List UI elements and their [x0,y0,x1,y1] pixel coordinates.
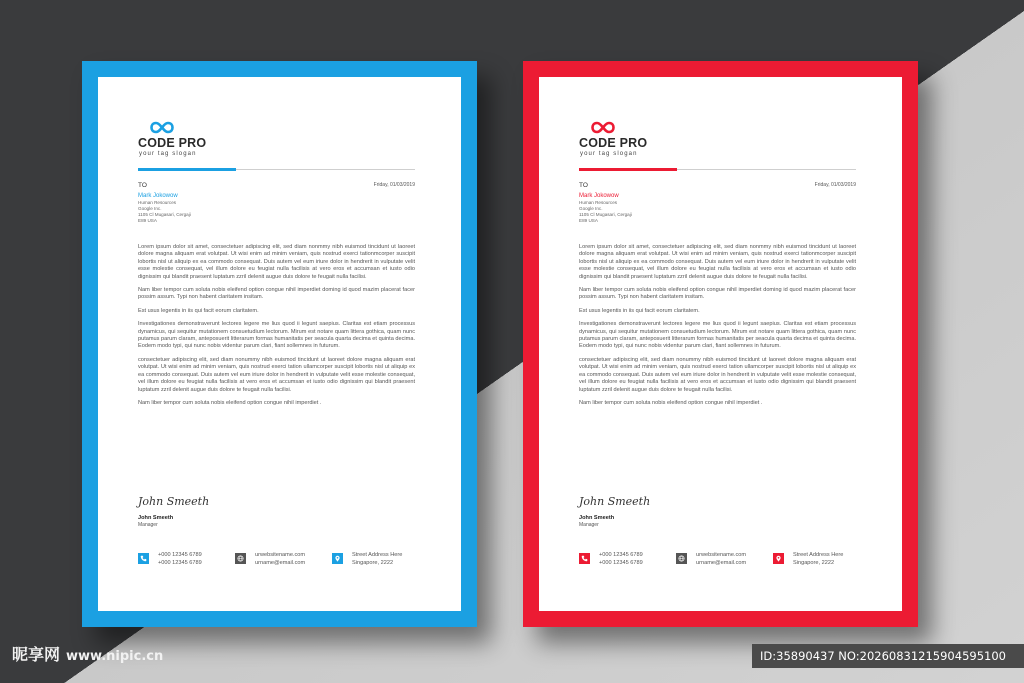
body-paragraph: Nam liber tempor cum soluta nobis eleifend option congue nihil imperdiet . [579,399,763,406]
brand-name: CODE PRO [138,136,207,150]
address-line: 1105 Cl Mugasari, Cergaji [579,212,632,217]
city-postal: Singapore, 2222 [352,559,394,566]
email: urname@email.com [696,559,747,566]
phone-number: +000 12345 6789 [158,552,202,558]
location-pin-icon [332,553,343,564]
recipient-name: Mark Jokowow [579,193,619,199]
letter-date: Friday, 01/03/2019 [814,182,856,188]
contact-web [676,552,746,567]
location-pin-icon [773,553,784,564]
body-paragraph: consectetuer adipiscing elit, sed diam nonummy nibh euismod tincidunt ut laoreet dolore magna aliquam erat volutpat. Ut wisi enim ad minim veniam, quis nostrud exerci tation ullamcorper suscipit lobortis nisl ut aliquip ex ea commodo consequat. Duis autem vel eum iriure dolor in hendrerit in vulputate velit esse molestie consequat, vel illum dolore eu feugiat nulla facilisis at vero eros et accumsan et iusto odio dignissim qui blandit praesent luptatum zzril delenit augue duis dolore te feugait nulla facilisi. [579,356,856,393]
address-line: E89 USA [138,218,157,223]
address-line: 1105 Cl Mugasari, Cergaji [138,212,191,217]
contact-phone [579,552,643,567]
recipient-name: Mark Jokowow [138,193,178,199]
to-label: TO [138,182,147,189]
letterhead-blue [82,61,477,627]
header-accent-bar [579,168,677,171]
phone-number: +000 12345 6789 [158,559,202,566]
body-paragraph: Nam liber tempor cum soluta nobis eleifend option congue nihil imperdiet doming id quod mazim placerat facer possim assum. Typi non habent claritatem insitam. [138,287,415,301]
address-line: Google Inc. [138,206,162,211]
body-paragraph: Nam liber tempor cum soluta nobis eleifend option congue nihil imperdiet doming id quod mazim placerat facer possim assum. Typi non habent claritatem insitam. [579,287,856,301]
body-paragraph: Investigationes demonstraverunt lectores legere me lius quod ii legunt saepius. Claritas est etiam processus dynamicus, qui sequitur mutationem consuetudium lectorum. Mirum est notare quam littera gothica, quam nunc putamus parum claram, anteposuerit litterarum formas humanitatis per seacula quarta decima et quinta decima. Eodem modo typi, qui nunc nobis videntur parum clari, fiant sollemnes in futurum. [138,321,415,350]
image-id-bar: ID:35890437 NO:20260831215904595100 [752,644,1024,668]
city-postal: Singapore, 2222 [793,559,835,566]
logo [579,121,647,158]
recipient-block [579,192,632,224]
address-line: Human Resources [138,200,177,205]
website: urwebsitename.com [255,552,306,558]
watermark-site: www.nipic.cn [66,649,164,664]
contact-web [235,552,305,567]
body-paragraph: Est usus legentis in iis qui facit eorum claritatem. [138,307,259,314]
signature: John Smeeth [138,495,210,508]
body-paragraph: Est usus legentis in iis qui facit eorum claritatem. [579,307,700,314]
letter-sheet [539,77,902,611]
address-line: E89 USA [579,218,598,223]
letterhead-red [523,61,918,627]
contact-phone [138,552,202,567]
body-paragraph: Lorem ipsum dolor sit amet, consectetuer adipiscing elit, sed diam nonmmy nibh euismod tincidunt ut laoreet dolore magna aliquam erat volutpat. Ut wisi enim ad minim veniam, quis nostrud exerci tationmcorper suscipit lobortis nisl ut aliquip ex ea commodo consequat. Duis autem vel eum iriure dolor in hendrerit in vulputate velit esse molestie consequat, vel illum dolore eu feugiat nulla facilisis at vero eros et accumsan et iusto odio dignissim qui blandit praesent luptatum zzril delenit augue duis dolore te feugait nulla facilisi. [579,244,856,280]
body-paragraph: consectetuer adipiscing elit, sed diam nonummy nibh euismod tincidunt ut laoreet dolore magna aliquam erat volutpat. Ut wisi enim ad minim veniam, quis nostrud exerci tation ullamcorper suscipit lobortis nisl ut aliquip ex ea commodo consequat. Duis autem vel eum iriure dolor in hendrerit in vulputate velit esse molestie consequat, vel illum dolore eu feugiat nulla facilisis at vero eros et accumsan et iusto odio dignissim qui blandit praesent luptatum zzril delenit augue duis dolore te feugait nulla facilisi. [138,356,415,393]
body-paragraph: Investigationes demonstraverunt lectores legere me lius quod ii legunt saepius. Claritas est etiam processus dynamicus, qui sequitur mutationem consuetudium lectorum. Mirum est notare quam littera gothica, quam nunc putamus parum claram, anteposuerit litterarum formas humanitatis per seacula quarta decima et quinta decima. Eodem modo typi, qui nunc nobis videntur parum clari, fiant sollemnes in futurum. [579,321,856,350]
letter-sheet [98,77,461,611]
signer-role: Manager [579,522,599,528]
letter-date: Friday, 01/03/2019 [373,182,415,188]
logo [138,121,206,158]
phone-number: +000 12345 6789 [599,552,643,558]
address-line: Google Inc. [579,206,603,211]
brand-name: CODE PRO [579,136,648,150]
signer-name: John Smeeth [579,515,615,521]
header-accent-bar [138,168,236,171]
letter-body [138,244,415,413]
watermark-logo [12,642,163,665]
letter-body [579,244,856,413]
signer-role: Manager [138,522,158,528]
contact-address [773,552,843,567]
website: urwebsitename.com [696,552,747,558]
watermark-text: 昵享网 [12,645,61,664]
recipient-block [138,192,191,224]
body-paragraph: Lorem ipsum dolor sit amet, consectetuer adipiscing elit, sed diam nonmmy nibh euismod tincidunt ut laoreet dolore magna aliquam erat volutpat. Ut wisi enim ad minim veniam, quis nostrud exerci tationmcorper suscipit lobortis nisl ut aliquip ex ea commodo consequat. Duis autem vel eum iriure dolor in hendrerit in vulputate velit esse molestie consequat, vel illum dolore eu feugiat nulla facilisis at vero eros et accumsan et iusto odio dignissim qui blandit praesent luptatum zzril delenit augue duis dolore te feugait nulla facilisi. [138,244,415,280]
phone-icon [138,553,149,564]
street-address: Street Address Here [793,552,844,558]
phone-number: +000 12345 6789 [599,559,643,566]
phone-icon [579,553,590,564]
body-paragraph: Nam liber tempor cum soluta nobis eleifend option congue nihil imperdiet . [138,399,322,406]
email: urname@email.com [255,559,306,566]
to-label: TO [579,182,588,189]
address-line: Human Resources [579,200,618,205]
globe-icon [235,553,246,564]
signer-name: John Smeeth [138,515,174,521]
street-address: Street Address Here [352,552,403,558]
infinity-icon [591,121,615,134]
contact-address [332,552,402,567]
signature: John Smeeth [579,495,651,508]
globe-icon [676,553,687,564]
brand-slogan: your tag slogan [580,151,638,157]
brand-slogan: your tag slogan [139,151,197,157]
infinity-icon [150,121,174,134]
